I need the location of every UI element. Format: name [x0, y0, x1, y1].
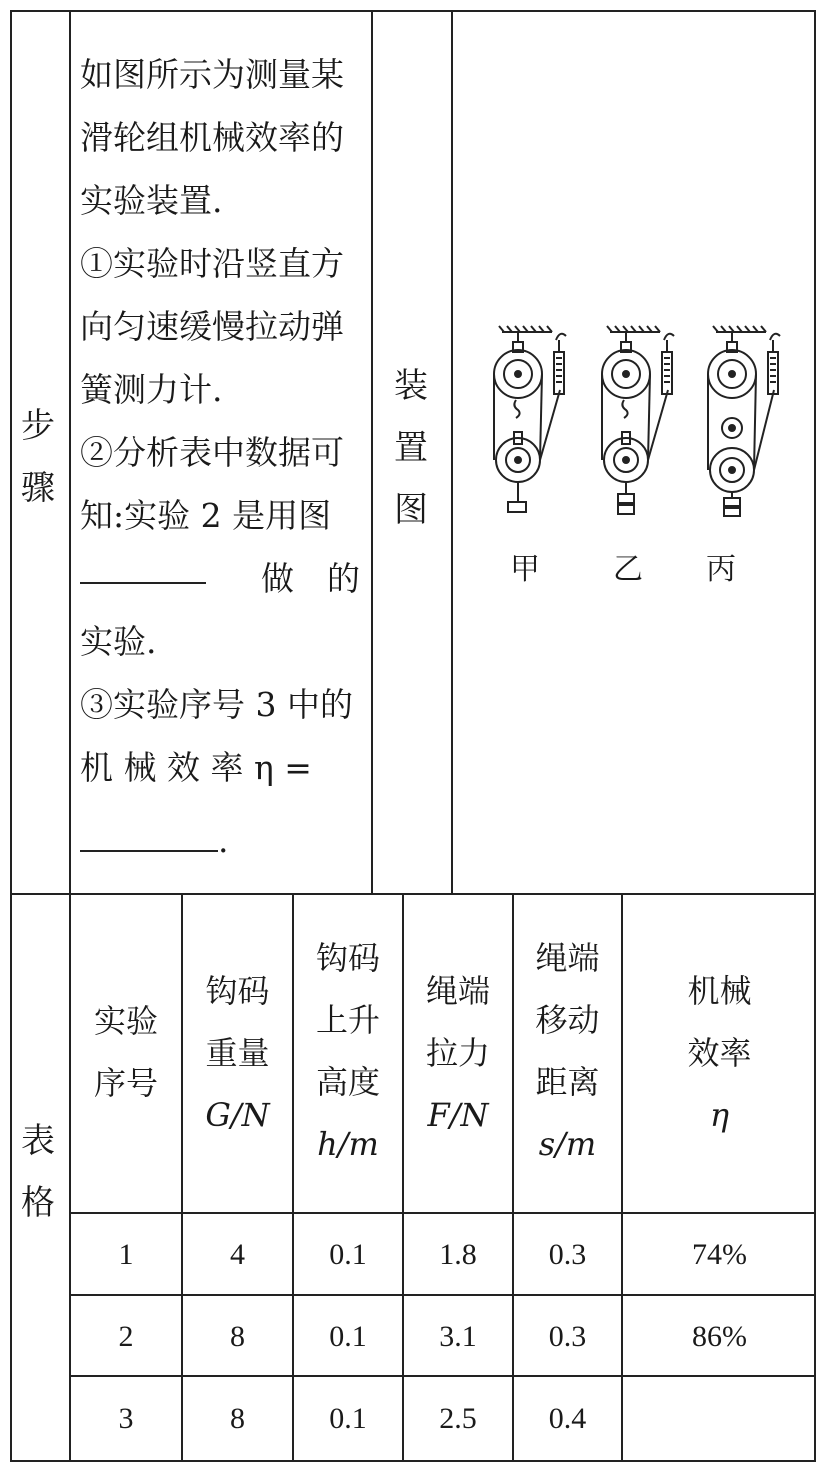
table-cell: 0.3 [548, 1238, 587, 1271]
step-line-text: . [218, 821, 229, 860]
answer-blank[interactable] [80, 556, 206, 584]
table-cell: 2 [118, 1320, 134, 1353]
table-cell: 0.1 [329, 1402, 367, 1435]
step-line: 如图所示为测量某 [80, 55, 344, 94]
label-char: 图 [394, 490, 428, 530]
table-cell: 3.1 [439, 1320, 477, 1353]
table-cell: 1 [118, 1238, 134, 1271]
header-text: 重量 [205, 1034, 270, 1072]
table-cell: 1.8 [439, 1238, 477, 1271]
table-cell: 74% [692, 1238, 747, 1271]
divider [69, 1212, 816, 1214]
header-text: 上升 [315, 1001, 380, 1039]
header-weight [183, 960, 292, 1146]
divider [69, 1294, 816, 1296]
pulley-setup-bing [708, 326, 780, 516]
step-line: 向匀速缓慢拉动弹 [80, 307, 344, 346]
step-line: ③实验序号 3 中的 [80, 685, 353, 724]
table-cell: 86% [692, 1320, 747, 1353]
pulley-setup-jia [494, 326, 566, 512]
header-efficiency [623, 960, 816, 1146]
divider [371, 10, 373, 895]
header-text: 钩码 [205, 972, 270, 1010]
header-text: 序号 [93, 1064, 158, 1102]
label-char: 骤 [21, 468, 55, 508]
table-cell: 8 [230, 1402, 245, 1435]
header-text: 拉力 [425, 1034, 490, 1072]
header-text: 实验 [93, 1002, 158, 1040]
header-unit: s/m [538, 1125, 597, 1163]
step-line: 滑轮组机械效率的 [80, 118, 344, 157]
header-unit: G/N [205, 1096, 270, 1134]
step-line: ①实验时沿竖直方 [80, 244, 344, 283]
header-unit: h/m [317, 1125, 379, 1163]
table-cell: 0.4 [548, 1402, 587, 1435]
step-line [80, 818, 362, 881]
table-cell: 0.3 [548, 1320, 587, 1353]
step-line: 簧测力计. [80, 370, 223, 409]
header-trial-no [71, 990, 181, 1114]
header-text: 绳端 [535, 939, 600, 977]
device-label [391, 355, 431, 541]
steps-label [18, 395, 58, 519]
header-text: 钩码 [315, 939, 380, 977]
divider [451, 10, 453, 895]
steps-text [80, 52, 362, 881]
table-cell: 2.5 [439, 1402, 477, 1435]
header-distance [514, 927, 621, 1175]
table-cell: 0.1 [329, 1320, 367, 1353]
step-line-text: 做 的 [261, 559, 360, 598]
label-char: 装 [394, 366, 428, 406]
table-cell: 3 [118, 1402, 134, 1435]
label-char: 表 [21, 1121, 55, 1161]
table-cell: 0.1 [329, 1238, 367, 1271]
figure-label-yi: 乙 [613, 552, 643, 587]
step-line: 实验装置. [80, 181, 223, 220]
header-unit: F/N [427, 1096, 489, 1134]
header-height [294, 927, 402, 1175]
header-force [404, 960, 512, 1146]
table-cell: 8 [230, 1320, 245, 1353]
header-unit: η [709, 1096, 730, 1134]
step-line: 实验. [80, 622, 157, 661]
header-text: 距离 [535, 1063, 600, 1101]
answer-blank[interactable] [80, 824, 218, 852]
figure-label-bing: 丙 [706, 552, 736, 587]
header-text: 绳端 [425, 972, 490, 1010]
label-char: 置 [394, 428, 428, 468]
step-line [80, 556, 362, 619]
pulley-setup-yi [602, 326, 674, 514]
header-text: 移动 [535, 1001, 600, 1039]
divider [10, 893, 816, 895]
table-cell: 4 [230, 1238, 245, 1271]
header-text: 效率 [687, 1034, 752, 1072]
header-text: 机械 [687, 972, 752, 1010]
table-label [18, 1110, 58, 1234]
figure-label-jia: 甲 [510, 552, 540, 587]
divider [69, 1375, 816, 1377]
label-char: 步 [21, 406, 55, 446]
step-line: 知:实验 2 是用图 [80, 496, 332, 535]
header-text: 高度 [315, 1063, 380, 1101]
step-line: ②分析表中数据可 [80, 433, 344, 472]
label-char: 格 [21, 1183, 55, 1223]
pulley-figure [490, 320, 790, 520]
step-line: 机 械 效 率 η = [80, 748, 312, 787]
